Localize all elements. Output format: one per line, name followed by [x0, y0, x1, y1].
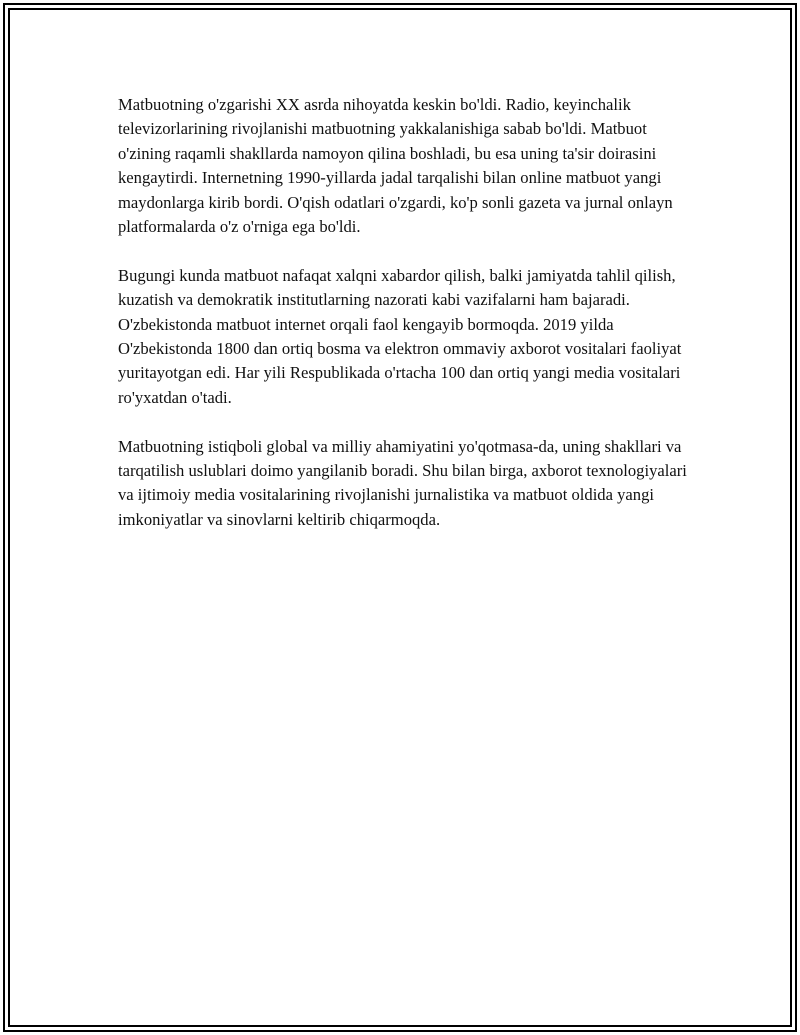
- paragraph-1: Matbuotning o'zgarishi XX asrda nihoyatda keskin bo'ldi. Radio, keyinchalik televizorlarining rivojlanishi matbuotning yakkalanishiga sabab bo'ldi. Matbuot o'zining raqamli shakllarda namoyon qilina boshladi, bu esa uning ta'sir doirasini kengaytirdi. Internetning 1990-yillarda jadal tarqalishi bilan online matbuot yangi maydonlarga kirib bordi. O'qish odatlari o'zgardi, ko'p sonli gazeta va jurnal onlayn platformalarda o'z o'rniga ega bo'ldi.: [118, 95, 673, 237]
- document-body: [118, 93, 688, 557]
- paragraph-2: Bugungi kunda matbuot nafaqat xalqni xabardor qilish, balki jamiyatda tahlil qilish, kuzatish va demokratik institutlarning nazorati kabi vazifalarni ham bajaradi. O'zbekistonda matbuot internet orqali faol kengayib bormoqda. 2019 yilda O'zbekistonda 1800 dan ortiq bosma va elektron ommaviy axborot vositalari faoliyat yuritayotgan edi. Har yili Respublikada o'rtacha 100 dan ortiq yangi media vositalari ro'yxatdan o'tadi.: [118, 265, 682, 407]
- paragraph-3: Matbuotning istiqboli global va milliy ahamiyatini yo'qotmasa-da, uning shakllari va tarqatilish uslublari doimo yangilanib boradi. Shu bilan birga, axborot texnologiyalari va ijtimoiy media vositalarining rivojlanishi jurnalistika va matbuot oldida yangi imkoniyatlar va sinovlarni keltirib chiqarmoqda.: [118, 436, 687, 529]
